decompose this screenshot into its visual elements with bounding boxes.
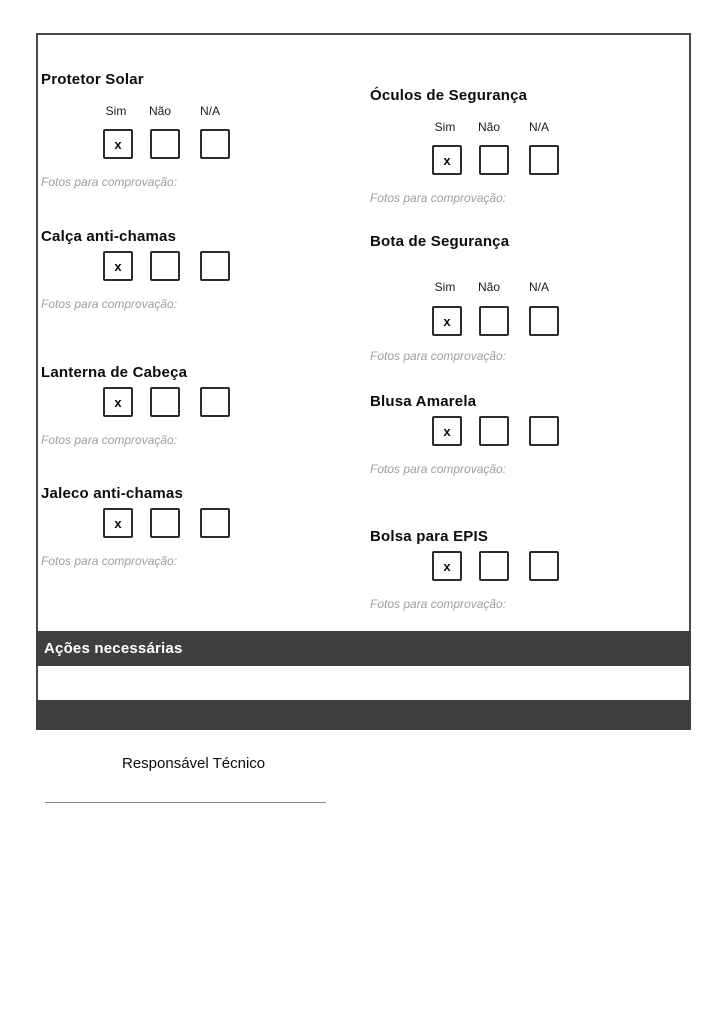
option-label-na: N/A: [528, 280, 549, 294]
checkbox-na[interactable]: [200, 129, 230, 159]
checklist-item-bota-de-seguranca: [370, 234, 680, 363]
actions-header-label: Ações necessárias: [44, 640, 183, 657]
checkbox-row: [41, 387, 351, 417]
checkbox-na[interactable]: [200, 387, 230, 417]
check-mark: x: [443, 152, 451, 168]
options-header: [370, 280, 680, 294]
checkbox-sim[interactable]: [103, 129, 133, 159]
checkbox-row: [41, 508, 351, 538]
photos-caption: Fotos para comprovação:: [370, 462, 507, 476]
checkbox-sim[interactable]: [432, 306, 462, 336]
check-mark: x: [443, 558, 451, 574]
checklist-item-jaleco-anti-chamas: [41, 486, 351, 568]
option-label-sim: Sim: [105, 104, 127, 118]
checkbox-row: [370, 306, 680, 336]
check-mark: x: [443, 313, 451, 329]
checklist-item-calca-anti-chamas: [41, 229, 351, 311]
checkbox-sim[interactable]: [103, 251, 133, 281]
options-header: [41, 104, 351, 118]
photos-caption: Fotos para comprovação:: [370, 597, 507, 611]
option-label-sim: Sim: [434, 280, 456, 294]
checklist-item-protetor-solar: [41, 72, 351, 189]
item-title: Lanterna de Cabeça: [41, 364, 188, 381]
option-label-nao: Não: [477, 280, 500, 294]
checkbox-sim[interactable]: [103, 508, 133, 538]
checkbox-na[interactable]: [529, 416, 559, 446]
checkbox-row: [370, 145, 680, 175]
photos-caption: Fotos para comprovação:: [370, 349, 507, 363]
photos-caption: Fotos para comprovação:: [370, 191, 507, 205]
checkbox-na[interactable]: [200, 508, 230, 538]
item-title: Bolsa para EPIS: [370, 528, 489, 545]
option-label-nao: Não: [477, 120, 500, 134]
photos-caption: Fotos para comprovação:: [41, 554, 178, 568]
item-title: Blusa Amarela: [370, 393, 477, 410]
photos-caption: Fotos para comprovação:: [41, 433, 178, 447]
checklist-item-bolsa-para-epis: [370, 529, 680, 611]
item-title: Bota de Segurança: [370, 233, 510, 250]
actions-input-field[interactable]: [39, 667, 688, 699]
check-mark: x: [114, 258, 122, 274]
option-label-na: N/A: [199, 104, 220, 118]
checkbox-nao[interactable]: [150, 508, 180, 538]
checkbox-na[interactable]: [529, 145, 559, 175]
checklist-item-blusa-amarela: [370, 394, 680, 476]
checkbox-sim[interactable]: [103, 387, 133, 417]
item-title: Protetor Solar: [41, 71, 144, 88]
checkbox-nao[interactable]: [150, 251, 180, 281]
checklist-item-oculos-de-seguranca: [370, 88, 680, 205]
signature-label: Responsável Técnico: [122, 755, 266, 772]
checkbox-nao[interactable]: [150, 387, 180, 417]
item-title: Calça anti-chamas: [41, 228, 177, 245]
option-label-nao: Não: [148, 104, 171, 118]
check-mark: x: [443, 423, 451, 439]
checkbox-nao[interactable]: [479, 306, 509, 336]
checkbox-nao[interactable]: [479, 416, 509, 446]
signature-line: [45, 802, 326, 803]
actions-footer-bar: [36, 700, 691, 730]
photos-caption: Fotos para comprovação:: [41, 175, 178, 189]
checkbox-row: [41, 251, 351, 281]
check-mark: x: [114, 136, 122, 152]
checkbox-nao[interactable]: [479, 551, 509, 581]
item-title: Jaleco anti-chamas: [41, 485, 183, 502]
checklist-item-lanterna-de-cabeca: [41, 365, 351, 447]
actions-header-bar: [36, 631, 691, 666]
checkbox-row: [370, 551, 680, 581]
checkbox-sim[interactable]: [432, 551, 462, 581]
checkbox-row: [370, 416, 680, 446]
checkbox-row: [41, 129, 351, 159]
check-mark: x: [114, 515, 122, 531]
checkbox-nao[interactable]: [479, 145, 509, 175]
checkbox-na[interactable]: [529, 551, 559, 581]
checkbox-sim[interactable]: [432, 145, 462, 175]
item-title: Óculos de Segurança: [370, 87, 528, 104]
check-mark: x: [114, 394, 122, 410]
options-header: [370, 120, 680, 134]
option-label-na: N/A: [528, 120, 549, 134]
checkbox-sim[interactable]: [432, 416, 462, 446]
photos-caption: Fotos para comprovação:: [41, 297, 178, 311]
checkbox-na[interactable]: [529, 306, 559, 336]
option-label-sim: Sim: [434, 120, 456, 134]
checkbox-nao[interactable]: [150, 129, 180, 159]
checkbox-na[interactable]: [200, 251, 230, 281]
